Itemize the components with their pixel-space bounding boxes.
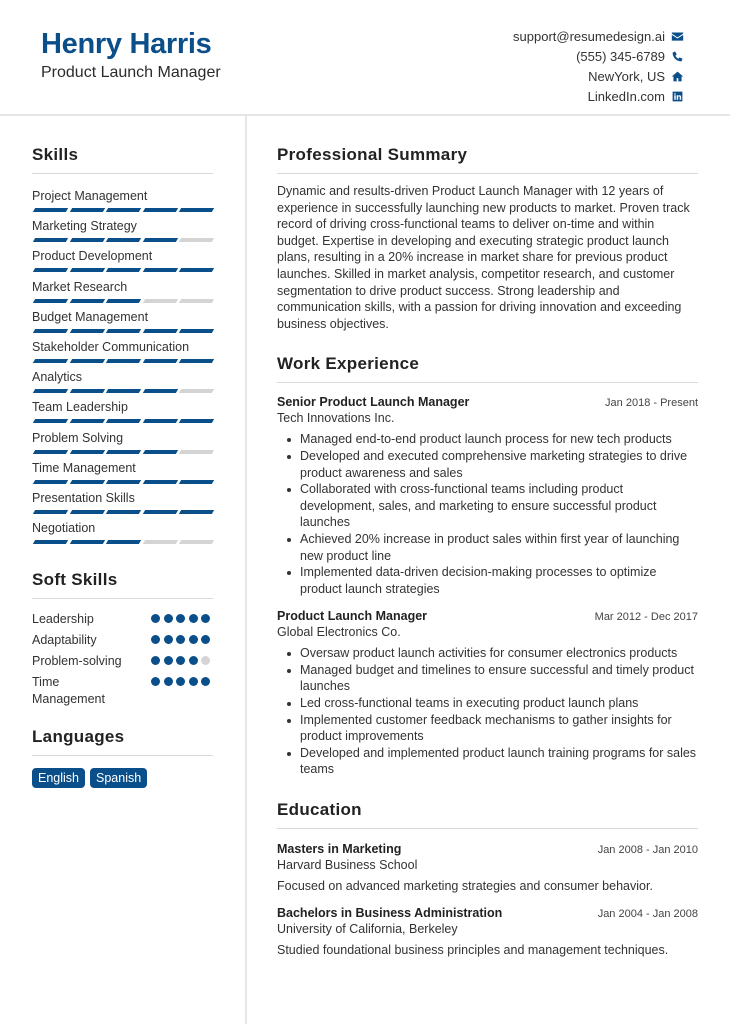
rating-dot <box>189 635 198 644</box>
skill-level-segment <box>106 299 141 303</box>
education-entry <box>277 906 698 957</box>
education-heading: Education <box>277 800 362 820</box>
skill-level-segment <box>69 329 104 333</box>
degree-name: Masters in Marketing <box>277 842 402 857</box>
skill-level-segment <box>69 389 104 393</box>
contact-location-text: NewYork, US <box>588 68 665 84</box>
job-bullet: Collaborated with cross-functional teams including product development, sales, and marketing to ensure successful product launches <box>277 481 698 531</box>
skill-level-bar <box>32 238 213 242</box>
skill-level-bar <box>32 299 213 303</box>
section-divider <box>32 173 213 174</box>
skill-item <box>32 490 213 520</box>
soft-skills-list <box>32 611 213 710</box>
rating-dot <box>164 635 173 644</box>
skill-item <box>32 339 213 369</box>
skill-name: Time Management <box>32 460 136 475</box>
contact-linkedin[interactable] <box>513 86 684 106</box>
section-divider <box>32 755 213 756</box>
skill-level-segment <box>69 510 104 514</box>
rating-dot <box>201 656 210 665</box>
skill-item <box>32 279 213 309</box>
language-tag-spanish: Spanish <box>90 768 147 788</box>
skill-level-segment <box>33 450 68 454</box>
skill-level-segment <box>33 389 68 393</box>
contact-list <box>513 26 684 106</box>
rating-dot <box>176 656 185 665</box>
skill-level-segment <box>142 329 177 333</box>
education-entry <box>277 842 698 893</box>
skill-level-segment <box>69 450 104 454</box>
skill-level-segment <box>179 299 214 303</box>
skill-name: Team Leadership <box>32 400 128 415</box>
skill-level-bar <box>32 268 213 272</box>
skill-level-segment <box>179 329 214 333</box>
skill-level-segment <box>179 540 214 544</box>
job-title: Senior Product Launch Manager <box>277 395 470 410</box>
skill-level-segment <box>106 208 141 212</box>
skill-level-segment <box>106 510 141 514</box>
skill-item <box>32 399 213 429</box>
skill-name: Negotiation <box>32 521 96 536</box>
skill-level-segment <box>142 299 177 303</box>
skill-item <box>32 369 213 399</box>
skill-name: Market Research <box>32 279 128 294</box>
skill-level-bar <box>32 480 213 484</box>
job-entry <box>277 395 698 597</box>
skill-level-segment <box>142 510 177 514</box>
skill-level-segment <box>106 329 141 333</box>
skill-name: Presentation Skills <box>32 490 135 505</box>
skill-level-segment <box>33 419 68 423</box>
soft-skills-heading: Soft Skills <box>32 570 118 590</box>
job-bullet: Developed and implemented product launch training programs for sales teams <box>277 745 698 778</box>
job-title: Product Launch Manager <box>277 609 428 624</box>
education-dates: Jan 2004 - Jan 2008 <box>597 908 698 921</box>
job-bullet: Achieved 20% increase in product sales within first year of launching new product line <box>277 531 698 564</box>
soft-skill-item <box>32 674 213 710</box>
rating-dot <box>151 635 160 644</box>
rating-dot <box>164 614 173 623</box>
soft-skill-name: Problem-solving <box>32 654 122 669</box>
skill-level-bar <box>32 329 213 333</box>
skill-level-bar <box>32 510 213 514</box>
section-divider <box>277 382 698 383</box>
skill-level-segment <box>69 208 104 212</box>
languages-heading: Languages <box>32 727 125 747</box>
skill-level-segment <box>179 510 214 514</box>
skill-level-segment <box>179 238 214 242</box>
main-content <box>277 145 698 957</box>
job-bullet: Implemented data-driven decision-making processes to optimize product launch strategies <box>277 564 698 597</box>
rating-dot <box>176 635 185 644</box>
section-divider <box>277 828 698 829</box>
soft-skill-name: Time Management <box>32 675 105 707</box>
education-dates: Jan 2008 - Jan 2010 <box>597 844 698 857</box>
soft-skill-name: Leadership <box>32 612 94 627</box>
languages-section <box>32 727 213 788</box>
skill-name: Budget Management <box>32 309 149 324</box>
skill-level-bar <box>32 389 213 393</box>
skill-level-segment <box>179 450 214 454</box>
skills-heading: Skills <box>32 145 79 164</box>
rating-dot <box>151 677 160 686</box>
summary-heading: Professional Summary <box>277 145 468 164</box>
education-list <box>277 842 698 957</box>
skill-level-segment <box>69 419 104 423</box>
job-bullet: Managed end-to-end product launch process for new tech products <box>277 431 698 448</box>
job-bullets <box>277 431 698 597</box>
job-list <box>277 395 698 778</box>
skill-level-segment <box>142 389 177 393</box>
rating-dot <box>189 656 198 665</box>
skill-level-segment <box>33 329 68 333</box>
job-bullet: Managed budget and timelines to ensure successful and timely product launches <box>277 662 698 695</box>
skill-level-bar <box>32 419 213 423</box>
education-section <box>277 800 698 957</box>
contact-location <box>513 66 684 86</box>
job-dates: Jan 2018 - Present <box>605 397 698 410</box>
skill-item <box>32 309 213 339</box>
skill-level-segment <box>142 480 177 484</box>
skill-level-segment <box>179 208 214 212</box>
skill-level-segment <box>106 359 141 363</box>
skill-level-segment <box>179 480 214 484</box>
soft-skill-item <box>32 653 213 674</box>
skill-level-segment <box>69 299 104 303</box>
skill-level-segment <box>179 359 214 363</box>
skill-name: Problem Solving <box>32 430 124 445</box>
skill-level-segment <box>33 510 68 514</box>
skill-level-segment <box>142 540 177 544</box>
skill-name: Project Management <box>32 189 148 203</box>
job-dates: Mar 2012 - Dec 2017 <box>594 611 698 624</box>
skill-level-segment <box>106 419 141 423</box>
skill-level-segment <box>179 419 214 423</box>
skill-level-segment <box>106 540 141 544</box>
skill-level-segment <box>106 389 141 393</box>
education-description: Focused on advanced marketing strategies and consumer behavior. <box>277 879 653 894</box>
skill-level-segment <box>69 480 104 484</box>
skill-level-segment <box>33 299 68 303</box>
linkedin-icon <box>671 90 684 103</box>
section-divider <box>32 598 213 599</box>
sidebar <box>32 145 213 788</box>
rating-dot <box>151 656 160 665</box>
contact-linkedin-text: LinkedIn.com <box>587 88 665 104</box>
education-header <box>277 906 698 920</box>
skill-level-bar <box>32 359 213 363</box>
skill-level-segment <box>142 268 177 272</box>
skill-level-bar <box>32 208 213 212</box>
skill-name: Product Development <box>32 249 153 264</box>
contact-phone-text: (555) 345-6789 <box>576 48 665 64</box>
rating-dot <box>189 614 198 623</box>
skill-level-segment <box>33 359 68 363</box>
skill-level-segment <box>142 238 177 242</box>
skill-level-segment <box>106 238 141 242</box>
skill-level-segment <box>33 238 68 242</box>
soft-skill-rating <box>151 614 210 623</box>
skill-level-bar <box>32 540 213 544</box>
rating-dot <box>201 677 210 686</box>
phone-icon <box>671 50 684 63</box>
rating-dot <box>164 656 173 665</box>
job-header <box>277 395 698 409</box>
section-divider <box>277 173 698 174</box>
job-bullet: Implemented customer feedback mechanisms to gather insights for product improvements <box>277 712 698 745</box>
skill-item <box>32 460 213 490</box>
skill-item <box>32 430 213 460</box>
skills-section <box>32 145 213 550</box>
language-tag-english: English <box>32 768 85 788</box>
skill-level-segment <box>69 359 104 363</box>
job-bullet: Oversaw product launch activities for consumer electronics products <box>277 645 698 662</box>
job-company: Tech Innovations Inc. <box>277 411 395 426</box>
skill-level-segment <box>69 268 104 272</box>
soft-skill-rating <box>151 677 210 686</box>
skill-level-segment <box>142 419 177 423</box>
skill-level-segment <box>69 540 104 544</box>
rating-dot <box>176 677 185 686</box>
skill-name: Marketing Strategy <box>32 219 137 234</box>
skill-name: Analytics <box>32 370 83 385</box>
soft-skill-name: Adaptability <box>32 633 97 648</box>
job-header <box>277 609 698 623</box>
skill-level-segment <box>179 389 214 393</box>
skill-level-segment <box>69 238 104 242</box>
candidate-title: Product Launch Manager <box>41 64 221 81</box>
skill-level-segment <box>179 268 214 272</box>
skill-level-segment <box>142 450 177 454</box>
skill-level-segment <box>33 268 68 272</box>
experience-heading: Work Experience <box>277 354 420 374</box>
summary-section <box>277 145 698 332</box>
skill-level-segment <box>106 480 141 484</box>
skills-list <box>32 188 213 550</box>
skill-level-bar <box>32 450 213 454</box>
rating-dot <box>201 635 210 644</box>
skill-level-segment <box>33 480 68 484</box>
skill-item <box>32 248 213 278</box>
job-company: Global Electronics Co. <box>277 625 401 640</box>
rating-dot <box>201 614 210 623</box>
skill-level-segment <box>33 540 68 544</box>
rating-dot <box>151 614 160 623</box>
skill-level-segment <box>106 268 141 272</box>
school-name: University of California, Berkeley <box>277 922 458 937</box>
job-bullet: Developed and executed comprehensive marketing strategies to drive product awareness and sales <box>277 448 698 481</box>
soft-skill-item <box>32 632 213 653</box>
education-header <box>277 842 698 856</box>
job-bullet: Led cross-functional teams in executing product launch plans <box>277 695 698 712</box>
experience-section <box>277 354 698 778</box>
skill-item <box>32 218 213 248</box>
skill-name: Stakeholder Communication <box>32 339 190 354</box>
contact-email[interactable] <box>513 26 684 46</box>
candidate-name: Henry Harris <box>41 28 212 60</box>
soft-skill-rating <box>151 635 210 644</box>
contact-phone[interactable] <box>513 46 684 66</box>
soft-skills-section <box>32 570 213 710</box>
soft-skill-item <box>32 611 213 632</box>
rating-dot <box>189 677 198 686</box>
education-description: Studied foundational business principles and management techniques. <box>277 943 669 958</box>
skill-level-segment <box>106 450 141 454</box>
job-entry <box>277 609 698 778</box>
skill-level-segment <box>33 208 68 212</box>
contact-email-text: support@resumedesign.ai <box>513 28 665 44</box>
rating-dot <box>176 614 185 623</box>
skill-level-segment <box>142 208 177 212</box>
skill-item <box>32 520 213 550</box>
skill-item <box>32 188 213 218</box>
school-name: Harvard Business School <box>277 858 418 873</box>
envelope-icon <box>671 30 684 43</box>
degree-name: Bachelors in Business Administration <box>277 906 503 921</box>
resume-header <box>0 0 730 116</box>
home-icon <box>671 70 684 83</box>
rating-dot <box>164 677 173 686</box>
skill-level-segment <box>142 359 177 363</box>
summary-text: Dynamic and results-driven Product Launch Manager with 12 years of experience in successfully launching new products to market. Proven track record of driving cross-functional teams to deliver on-time and within budget. Expertise in developing and executing strategic product launch plans, resulting in a 20% increase in market share for previous product launches. Skilled in market analysis, competitor research, and customer segmentation to drive product success. Strong leadership and communication skills, with a passion for driving innovation and exceeding business objectives. <box>277 184 690 331</box>
column-divider <box>245 116 247 1024</box>
job-bullets <box>277 645 698 778</box>
soft-skill-rating <box>151 656 210 665</box>
language-tags <box>32 768 213 788</box>
